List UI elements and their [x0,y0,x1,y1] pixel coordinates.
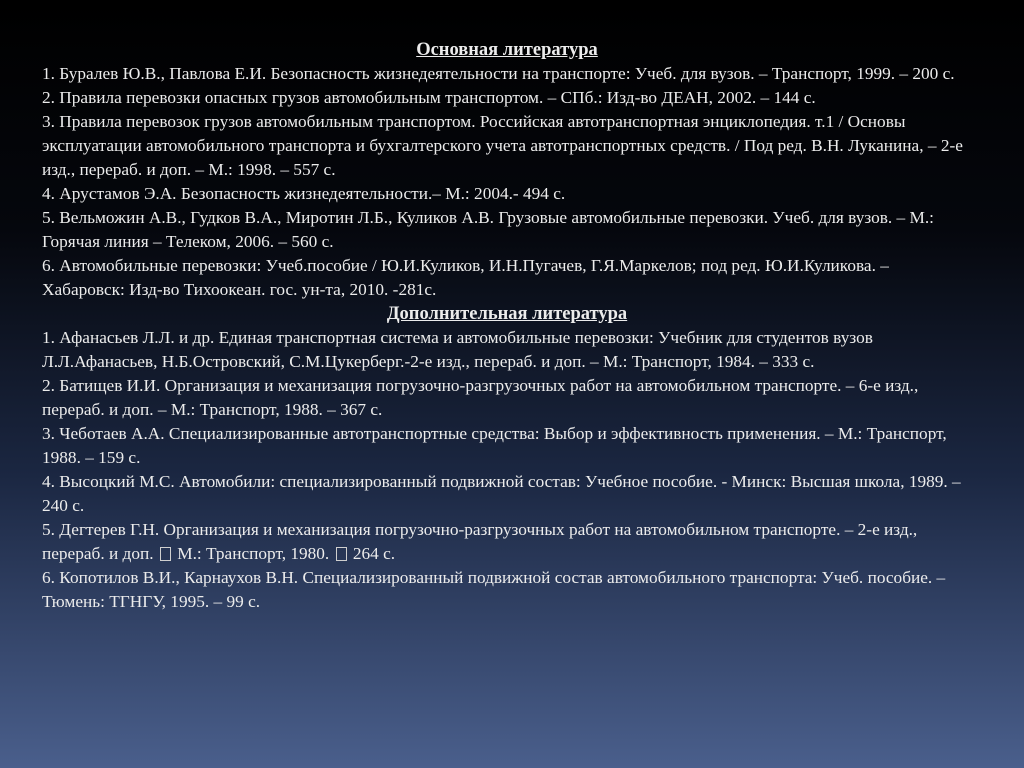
item-5-part-3: 264 с. [352,544,396,563]
main-literature-item-6: 6. Автомобильные перевозки: Учеб.пособие / Ю.И.Куликов, И.Н.Пугачев, Г.Я.Маркелов; под ред. Ю.И.Куликова. – Хабаровск: Изд-во Тихоокеан. гос. ун-та, 2010. -281с. [42,256,889,299]
main-literature-item-2: 2. Правила перевозки опасных грузов автомобильным транспортом. – СПб.: Изд-во ДЕАН, 2002. – 144 с. [42,88,816,107]
missing-glyph-icon [336,547,347,561]
item-5-part-2: М.: Транспорт, 1980. [177,544,330,563]
additional-literature-item-1: 1. Афанасьев Л.Л. и др. Единая транспортная система и автомобильные перевозки: Учебник для студентов вузов Л.Л.Афанасьев, Н.Б.Островский, С.М.Цукерберг.-2-е изд., перераб. и доп. – М.: Транспорт, 1984. – 333 с. [42,328,873,371]
main-literature-heading: Основная литература [416,40,598,60]
item-5-part-1: 5. Дегтерев Г.Н. Организация и механизация погрузочно-разгрузочных работ на автомобильном транспорте. – 2-е изд., перераб. и доп. [42,520,918,563]
main-literature-item-3: 3. Правила перевозок грузов автомобильным транспортом. Российская автотранспортная энциклопедия. т.1 / Основы эксплуатации автомобильного транспорта и бухгалтерского учета автотранспортных средств. / Под ред. В.Н. Луканина, – 2-е изд., перераб. и доп. – М.: 1998. – 557 с. [42,112,963,179]
additional-literature-heading: Дополнительная литература [386,304,628,324]
main-literature-item-1: 1. Буралев Ю.В., Павлова Е.И. Безопасность жизнедеятельности на транспорте: Учеб. для вузов. – Транспорт, 1999. – 200 с. [42,64,955,83]
additional-literature-item-4: 4. Высоцкий М.С. Автомобили: специализированный подвижной состав: Учебное пособие. - Минск: Высшая школа, 1989. – 240 с. [42,472,961,515]
additional-literature-item-5 [42,518,972,566]
main-literature-item-5: 5. Вельможин А.В., Гудков В.А., Миротин Л.Б., Куликов А.В. Грузовые автомобильные перевозки. Учеб. для вузов. – М.: Горячая линия – Телеком, 2006. – 560 с. [42,208,934,251]
missing-glyph-icon [160,547,171,561]
additional-literature-item-2: 2. Батищев И.И. Организация и механизация погрузочно-разгрузочных работ на автомобильном транспорте. – 6-е изд., перераб. и доп. – М.: Транспорт, 1988. – 367 с. [42,376,919,419]
slide-content [42,38,972,614]
additional-literature-item-3: 3. Чеботаев А.А. Специализированные автотранспортные средства: Выбор и эффективность применения. – М.: Транспорт, 1988. – 159 с. [42,424,947,467]
main-literature-item-4: 4. Арустамов Э.А. Безопасность жизнедеятельности.– М.: 2004.- 494 с. [42,184,566,203]
additional-literature-item-6: 6. Копотилов В.И., Карнаухов В.Н. Специализированный подвижной состав автомобильного транспорта: Учеб. пособие. – Тюмень: ТГНГУ, 1995. – 99 с. [42,568,946,611]
